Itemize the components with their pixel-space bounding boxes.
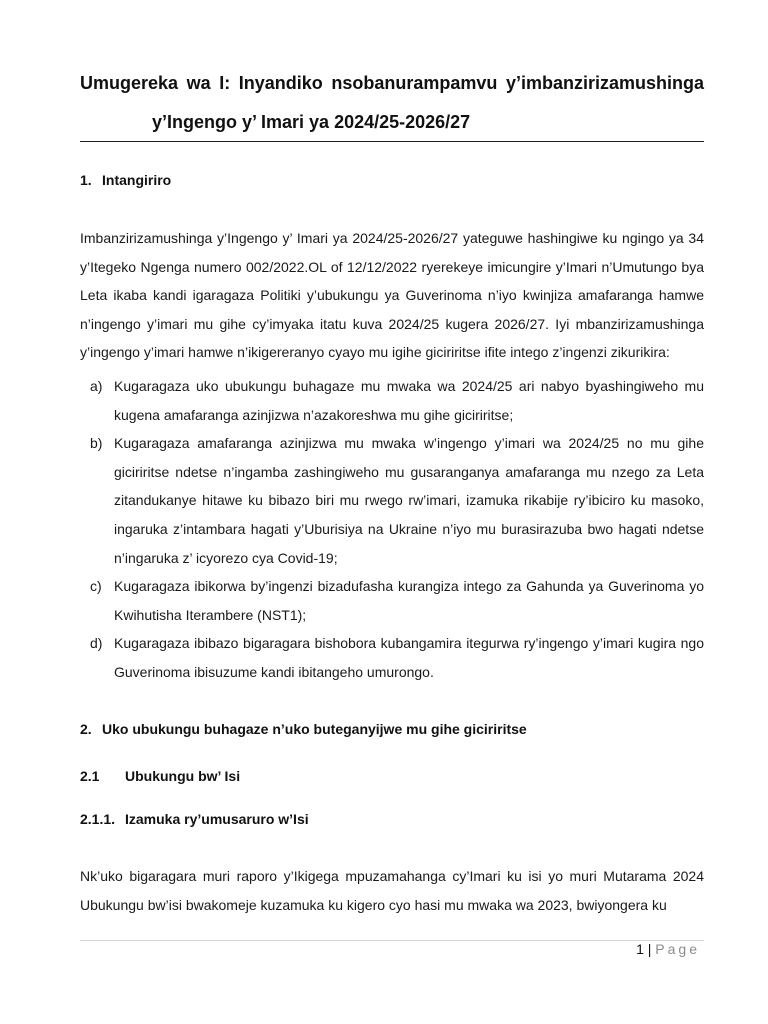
section-2-number: 2. <box>80 721 92 737</box>
objective-item <box>80 372 704 429</box>
section-2-1-number: 2.1 <box>80 768 100 784</box>
section-1-heading <box>80 172 171 188</box>
section-2-1-1-number: 2.1.1. <box>80 811 116 827</box>
objective-text: Kugaragaza amafaranga azinjizwa mu mwaka w’ingengo y’imari wa 2024/25 no mu gihe giciriritse ndetse n’ingamba zashingiweho mu gusaranganya amafaranga mu nzego za Leta zitandukanye hitawe ku bibazo biri mu rwego rw’imari, izamuka rikabije ry’ibiciro ku masoko, ingaruka z’intambara hagati y’Uburisiya na Ukraine n’iyo mu burasirazuba bwo hagati ndetse n’ingaruka z’ icyorezo cya Covid-19; <box>114 435 704 566</box>
title-line-1: Umugereka wa I: Inyandiko nsobanurampamvu y’imbanzirizamushinga <box>80 73 704 93</box>
section-1-number: 1. <box>80 172 92 188</box>
intro-paragraph: Imbanzirizamushinga y’Ingengo y’ Imari ya 2024/25-2026/27 yateguwe hashingiwe ku ngingo ya 34 y’Itegeko Ngenga numero 002/2022.OL of 12/12/2022 ryerekeye imicungire y’Imari n’Umutungo bya Leta ikaba kandi igaragaza Politiki y’ubukungu ya Guverinoma n’iyo kwinjiza amafaranga hamwe n’ingengo y’imari mu gihe cy’imyaka itatu kuva 2024/25 kugera 2026/27. Iyi mbanzirizamushinga y’ingengo y’imari hamwe n’ikigereranyo cyayo mu igihe giciriritse ifite intego z’ingenzi zikurikira: <box>80 230 704 361</box>
document-page <box>80 0 704 1024</box>
section-2-1-1-title: Izamuka ry’umusaruro w’Isi <box>125 811 309 827</box>
page-footer <box>636 941 700 957</box>
objective-item <box>80 572 704 629</box>
objective-marker: c) <box>90 578 102 595</box>
closing-paragraph: Nk’uko bigaragara muri raporo y’Ikigega mpuzamahanga cy’Imari ku isi yo muri Mutarama 2024 Ubukungu bw’isi bwakomeje kuzamuka ku kigero cyo hasi mu mwaka wa 2023, bwiyongera ku <box>80 868 704 913</box>
objective-marker: b) <box>90 435 103 452</box>
page-number: 1 <box>636 941 644 957</box>
section-2-1-1-heading <box>80 811 309 827</box>
objective-marker: d) <box>90 635 103 652</box>
title-line-2: y’Ingengo y’ Imari ya 2024/25-2026/27 <box>152 112 471 132</box>
objective-text: Kugaragaza ibibazo bigaragara bishobora kubangamira itegurwa ry’ingengo y’imari kugira ngo Guverinoma ibisuzume kandi ibitangeho umurongo. <box>114 635 704 680</box>
section-2-1-title: Ubukungu bw’ Isi <box>125 768 241 784</box>
title-divider <box>80 141 704 142</box>
document-title <box>80 64 704 142</box>
section-2-1-heading <box>80 768 240 784</box>
objective-marker: a) <box>90 378 103 394</box>
objective-text: Kugaragaza ibikorwa by’ingenzi bizadufasha kurangiza intego za Gahunda ya Guverinoma yo Kwihutisha Iterambere (NST1); <box>114 578 704 623</box>
objective-text: Kugaragaza uko ubukungu buhagaze mu mwaka wa 2024/25 ari nabyo byashingiweho mu kugena amafaranga azinjizwa n’azakoreshwa mu gihe giciriritse; <box>114 378 704 423</box>
page-separator: | <box>647 941 652 957</box>
objective-item <box>80 629 704 686</box>
section-2-heading <box>80 721 527 737</box>
section-1-title: Intangiriro <box>102 172 172 188</box>
footer-divider <box>80 940 704 941</box>
objectives-list <box>80 372 704 687</box>
objective-item <box>80 429 704 572</box>
section-2-title: Uko ubukungu buhagaze n’uko buteganyijwe mu gihe giciriritse <box>102 721 527 737</box>
page-label: Page <box>655 941 700 957</box>
